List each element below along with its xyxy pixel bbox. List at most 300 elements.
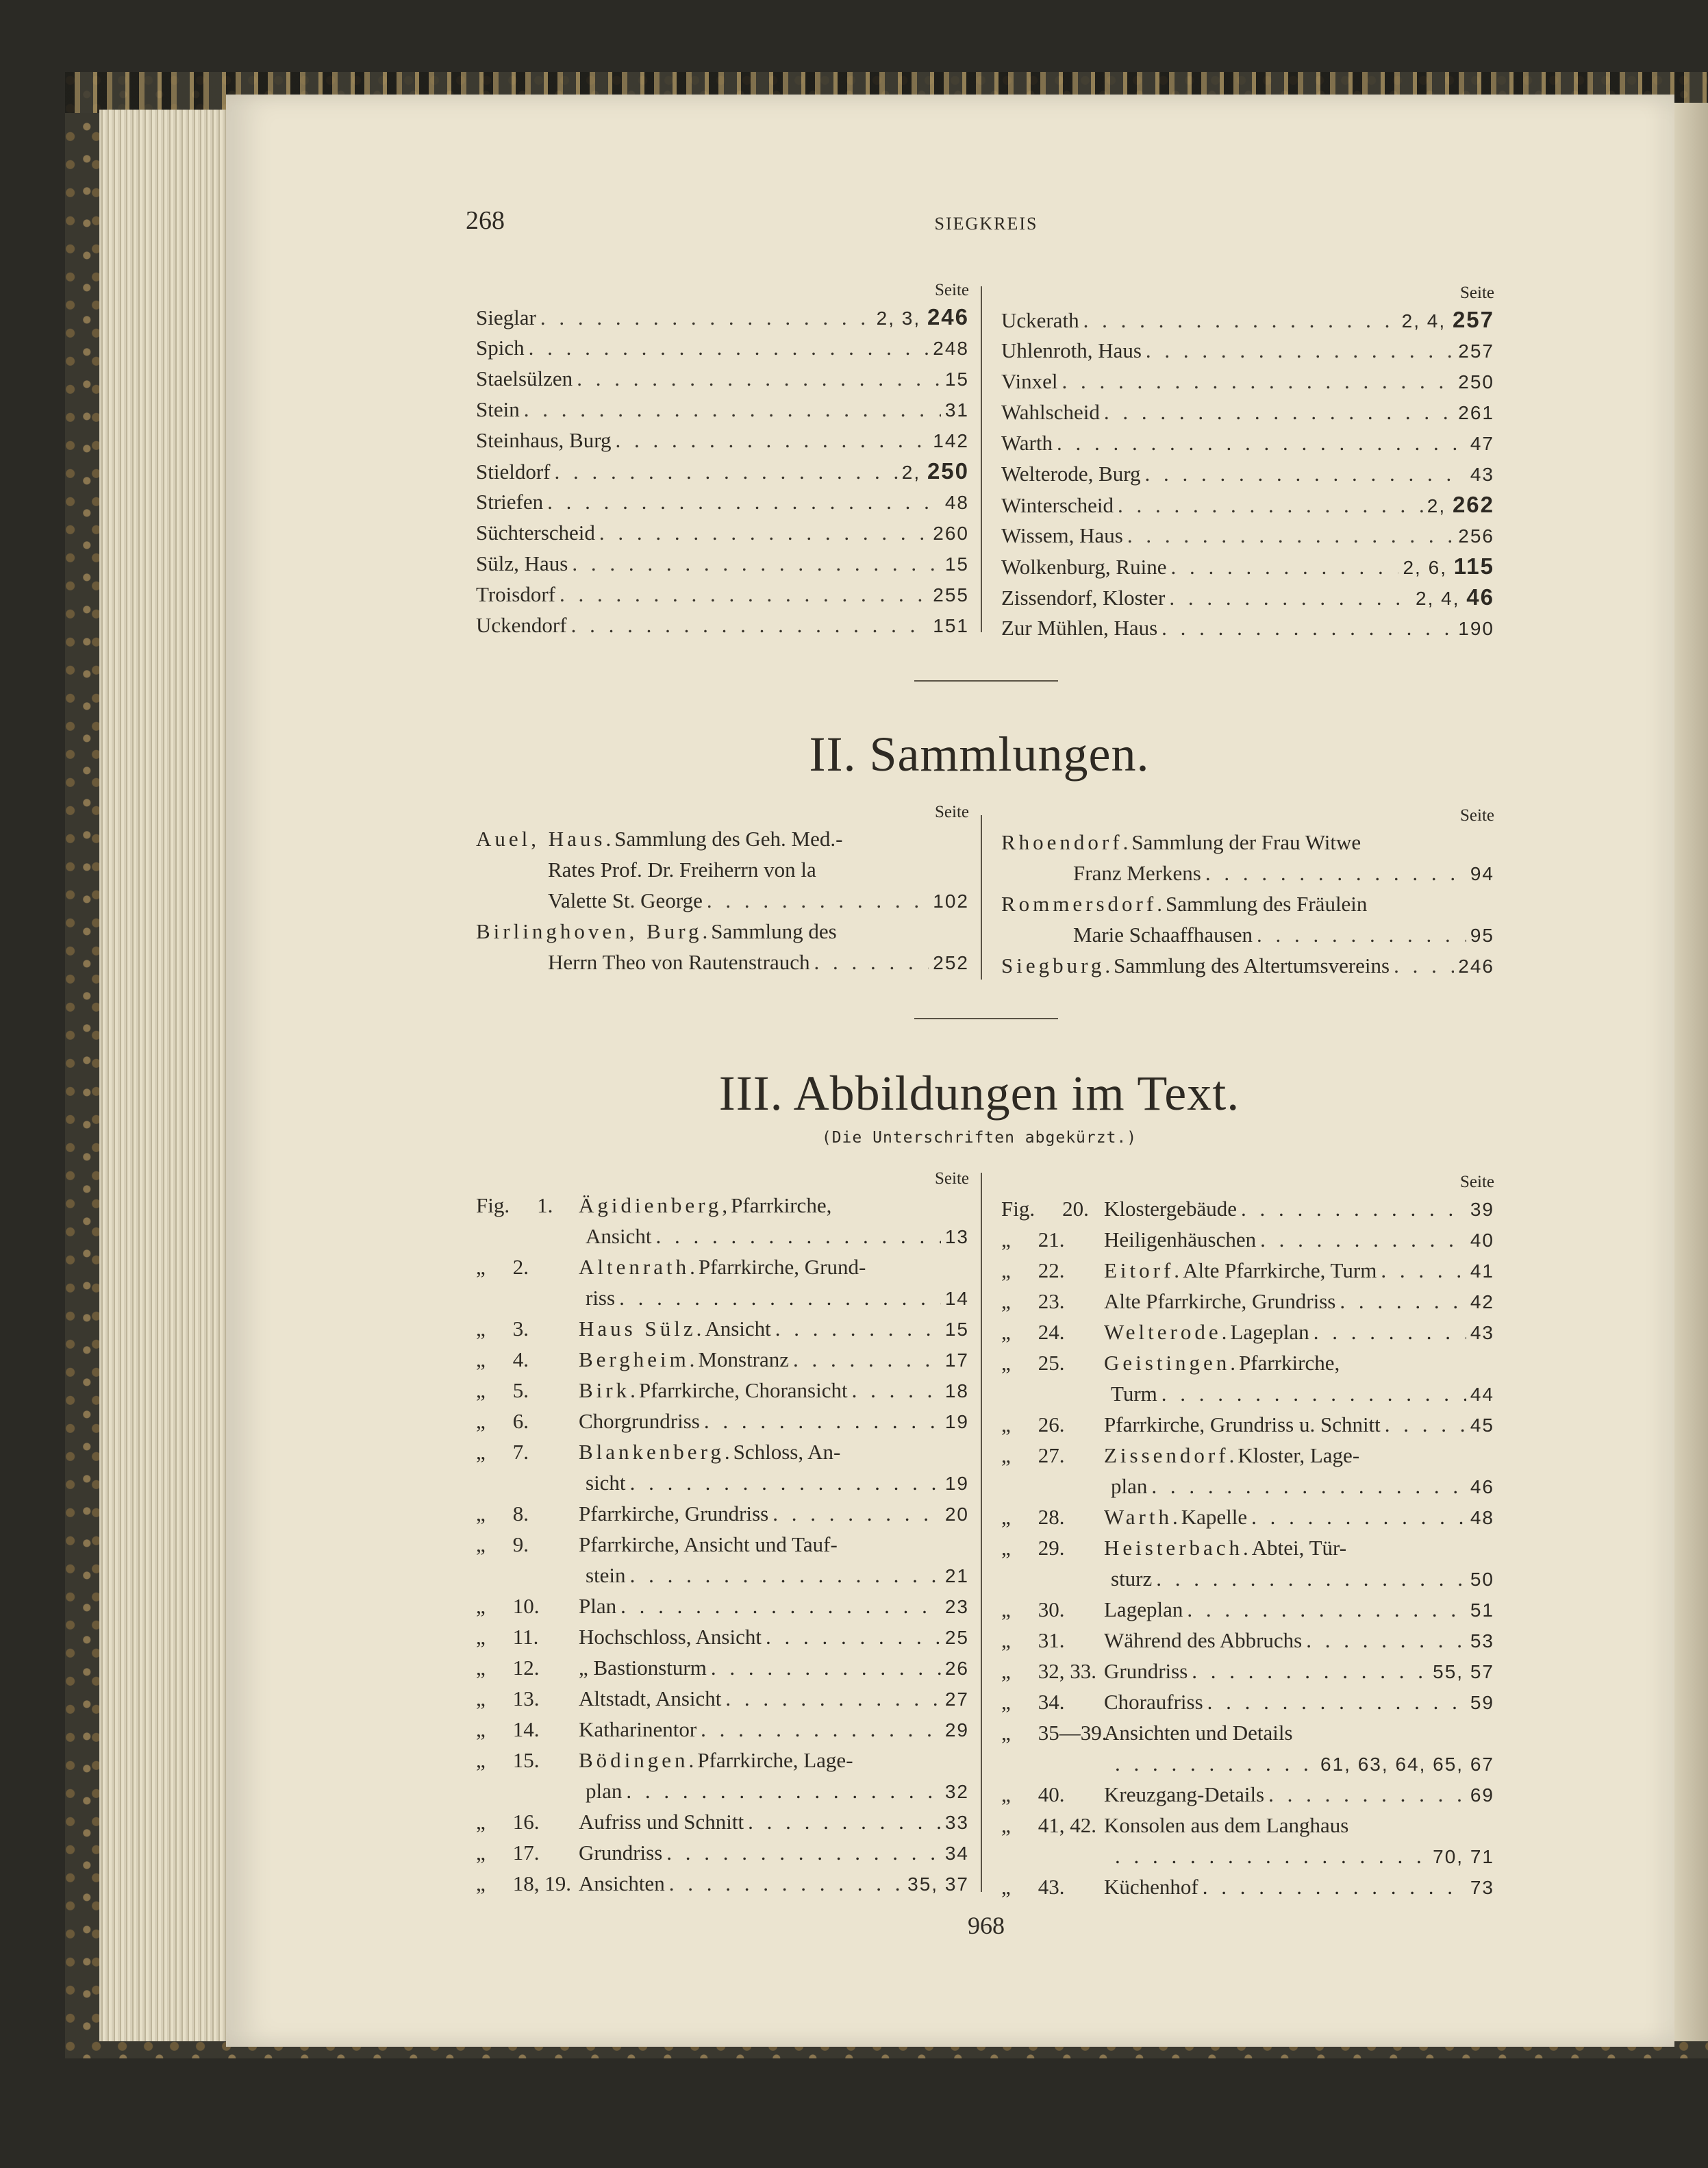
figure-abbr: Fig. [1001,1197,1035,1221]
page-ref: 39 [1470,1199,1494,1220]
page-list: 2, 3, [876,308,927,329]
figure-place: Warth. [1104,1505,1181,1529]
section-heading-sammlungen: II. Sammlungen. [809,727,1150,782]
index-entry [1001,335,1494,366]
page-list: 2, [901,462,927,483]
figure-caption: Chorgrundriss [579,1409,700,1433]
page-refs [1458,613,1494,644]
column-divider [981,1173,982,1892]
figure-prefix [476,1745,579,1775]
main-page-ref: 46 [1466,584,1494,610]
collection-text: Sammlung des Altertumsvereins [1114,954,1390,977]
leader-dots [1241,1193,1466,1224]
page-list: 190 [1458,618,1494,639]
leader-dots [1151,1471,1466,1502]
figure-entry [476,1313,969,1344]
place-name: Sülz, Haus [476,551,568,575]
page-ref: 50 [1470,1569,1494,1590]
place-name: Wolkenburg, Ruine [1001,555,1167,579]
figure-abbr: „ [1001,1536,1011,1560]
figure-number: 1. [537,1193,553,1217]
leader-dots [766,1621,941,1652]
index-entry [1001,397,1494,427]
leader-dots [1251,1502,1466,1532]
figure-caption: Grundriss [579,1841,663,1865]
figure-caption: sturz [1111,1567,1153,1591]
seite-label: Seite [1460,284,1494,302]
leader-dots [572,548,941,579]
leader-dots [616,425,929,456]
index-entry [476,301,969,332]
figure-entry [1001,1193,1494,1224]
leader-dots [748,1806,941,1837]
figure-caption: Katharinentor [579,1717,697,1741]
figure-prefix [476,1344,579,1375]
leader-dots [1161,1378,1466,1409]
leader-dots [1187,1594,1466,1625]
page-list: 248 [933,338,969,359]
figure-prefix [1001,1656,1104,1686]
page-ref: 73 [1470,1877,1494,1898]
leader-dots [1118,490,1423,521]
section-subtitle: (Die Unterschriften abgekürzt.) [821,1129,1138,1147]
figure-prefix [476,1436,579,1467]
page-ref: 53 [1470,1630,1494,1652]
place-name: Stein [476,397,520,421]
figure-number: 4. [512,1347,529,1371]
figure-abbr: „ [476,1810,486,1834]
figure-caption: sicht [586,1471,626,1495]
figure-number: 23. [1038,1289,1065,1313]
page-ref: 42 [1470,1291,1494,1312]
index-entry [1001,489,1494,520]
figure-caption: Pfarrkirche, Grund- [698,1255,866,1279]
figure-place: Bergheim. [579,1347,699,1371]
figure-prefix [1001,1409,1104,1440]
main-page-ref: 115 [1453,553,1494,579]
section-rule [914,1018,1058,1019]
place-name: Uckendorf [476,613,567,637]
figure-prefix [476,1190,579,1221]
figure-entry [1001,1255,1494,1286]
page-ref: 29 [944,1719,969,1741]
leader-dots [630,1467,941,1498]
figure-caption: Pfarrkirche, Grundriss [579,1502,769,1525]
collection-place: Rhoendorf. [1001,830,1132,854]
figure-number: 7. [512,1440,529,1464]
collection-place: Rommersdorf. [1001,892,1166,916]
figure-entry-continuation [476,1282,969,1313]
figure-place: Geistingen. [1104,1351,1240,1375]
figure-caption: riss [586,1286,616,1310]
figure-prefix [1001,1224,1104,1255]
figure-abbr: „ [1001,1721,1011,1745]
figure-entry-continuation [1001,1378,1494,1409]
figure-abbr: „ [476,1717,486,1741]
figure-caption: Alte Pfarrkirche, Grundriss [1104,1289,1336,1313]
place-name: Striefen [476,490,544,514]
leader-dots [626,1775,940,1806]
leader-dots [711,1652,941,1683]
figure-entry-continuation [476,1560,969,1591]
leader-dots [1203,1871,1466,1902]
place-name: Spich [476,336,525,360]
figure-entry [1001,1440,1494,1471]
figure-entry [476,1652,969,1683]
figure-place: Ägidienberg, [579,1193,731,1217]
figure-prefix [1001,1810,1104,1841]
place-name: Welterode, Burg [1001,462,1141,486]
figure-prefix [476,1683,579,1714]
page-ref: 94 [1470,863,1494,884]
figure-number: 9. [512,1532,529,1556]
figure-prefix [1001,1502,1104,1532]
index-entry [1001,366,1494,397]
figure-prefix [1001,1286,1104,1317]
collection-text: Sammlung des [711,919,837,943]
figure-prefix [476,1806,579,1837]
leader-dots [620,1591,941,1621]
figure-place: Blankenberg. [579,1440,733,1464]
index-entry [1001,520,1494,551]
page-ref: 69 [1470,1784,1494,1806]
figure-prefix [1001,1193,1104,1224]
figure-entry-continuation [1001,1841,1494,1871]
figure-entry-continuation [1001,1748,1494,1779]
figure-entry [1001,1286,1494,1317]
figure-entry-continuation [1001,1471,1494,1502]
page-ref: 19 [944,1473,969,1494]
figure-abbr: „ [1001,1813,1011,1837]
page-list: 2, 6, [1403,557,1454,578]
leader-dots [630,1560,941,1591]
page-ref: 21 [944,1565,969,1586]
figure-abbr: „ [476,1502,486,1525]
figure-prefix [476,1868,579,1899]
leader-dots [1192,1656,1429,1686]
page-list: 2, 4, [1416,588,1467,609]
index-entry [1001,551,1494,582]
figure-abbr: „ [1001,1690,1011,1714]
page-ref: 23 [944,1596,969,1617]
figure-abbr: „ [476,1748,486,1772]
figure-entry [1001,1347,1494,1378]
figure-number: 10. [512,1594,540,1618]
leader-dots [1205,858,1466,888]
seite-label: Seite [935,803,969,821]
figure-abbr: „ [1001,1320,1011,1344]
page-ref: 45 [1470,1415,1494,1436]
place-name: Süchterscheid [476,521,595,545]
figure-entry [1001,1594,1494,1625]
page-list: 250 [1458,371,1494,393]
page-ref: 55, 57 [1433,1661,1494,1682]
figure-number: 24. [1038,1320,1065,1344]
collection-place: Auel, Haus. [476,827,615,851]
page-list: 256 [1458,525,1494,547]
figure-number: 21. [1038,1228,1065,1251]
figure-prefix [1001,1532,1104,1563]
figure-abbr: „ [476,1440,486,1464]
column-divider [981,286,982,632]
page-ref: 44 [1470,1384,1494,1405]
leader-dots [555,456,898,487]
figure-caption: Heiligenhäuschen [1104,1228,1257,1251]
collection-entry [1001,827,1494,858]
figures-right-column [1001,1171,1494,1902]
figure-caption: Kapelle [1181,1505,1248,1529]
figure-caption: Lageplan [1104,1597,1183,1621]
page-refs [933,518,969,549]
figure-entry [476,1529,969,1560]
figure-prefix [476,1313,579,1344]
seite-label: Seite [1460,806,1494,825]
leader-dots [1156,1563,1466,1594]
figure-entry-continuation [1001,1563,1494,1594]
leader-dots [775,1313,941,1344]
leader-dots [599,517,929,548]
collection-place: Birlinghoven, Burg. [476,919,712,943]
index-entry [476,394,969,425]
main-page-ref: 246 [927,304,969,329]
index-entry [1001,304,1494,335]
figure-entry [476,1498,969,1529]
figure-number: 17. [512,1841,540,1865]
leader-dots [1260,1224,1466,1255]
collections-right-column [1001,805,1494,981]
figure-abbr: Fig. [476,1193,510,1217]
page-ref: 35, 37 [907,1873,969,1895]
figure-abbr: „ [476,1686,486,1710]
figure-abbr: „ [476,1841,486,1865]
collection-text: Sammlung des Fräulein [1165,892,1368,916]
page-ref: 48 [1470,1507,1494,1528]
figure-abbr: „ [476,1347,486,1371]
leader-dots [1385,1409,1466,1440]
place-name: Sieglar [476,306,536,329]
figure-prefix [476,1652,579,1683]
figure-abbr: „ [1001,1597,1011,1621]
collection-entry-continuation [476,947,969,977]
page-ref: 40 [1470,1230,1494,1251]
page-ref: 18 [944,1380,969,1401]
page-ref: 27 [944,1689,969,1710]
index-entry [1001,427,1494,458]
leader-dots [560,579,929,610]
page-refs [1402,304,1494,336]
figure-place: Welterode. [1104,1320,1231,1344]
figure-caption: stein [586,1563,626,1587]
figure-caption: Pfarrkirche, Lage- [697,1748,853,1772]
place-name: Steinhaus, Burg [476,428,612,452]
page-list: 2, [1427,495,1453,516]
leader-dots [793,1344,941,1375]
page-ref: 51 [1470,1599,1494,1621]
page-list: 47 [1470,433,1494,454]
page-list: 48 [944,492,969,513]
leader-dots [655,1221,940,1251]
page-ref: 19 [944,1411,969,1432]
page-ref: 59 [1470,1692,1494,1713]
figure-place: Eitorf. [1104,1258,1183,1282]
leader-dots [669,1868,903,1899]
leader-dots [1104,397,1454,427]
figure-abbr: „ [476,1594,486,1618]
leader-dots [547,486,941,517]
index-entry [476,425,969,456]
leader-dots [571,610,929,640]
figure-caption: Kreuzgang-Details [1104,1782,1265,1806]
figure-entry [1001,1871,1494,1902]
index-entry [476,486,969,517]
figure-number: 8. [512,1502,529,1525]
figure-caption: Pfarrkirche, [731,1193,832,1217]
figure-entry [476,1806,969,1837]
index-entry [1001,582,1494,612]
leader-dots [577,363,941,394]
collection-entry [1001,888,1494,919]
index-entry [476,579,969,610]
leader-dots [814,947,929,977]
page-refs [933,333,969,364]
figure-entry [1001,1779,1494,1810]
figure-place: Altenrath. [579,1255,699,1279]
page-ref: 26 [944,1658,969,1679]
figure-entry [1001,1502,1494,1532]
figure-number: 3. [512,1317,529,1341]
figure-caption: plan [586,1779,623,1803]
figure-entry [476,1344,969,1375]
leader-dots [1146,335,1454,366]
main-page-ref: 257 [1452,307,1494,332]
figure-number: 11. [512,1625,539,1649]
figure-entry [1001,1317,1494,1347]
figure-entry [476,1591,969,1621]
page-list: 43 [1470,464,1494,485]
places-right-column [1001,282,1494,643]
page-refs [945,487,969,518]
figure-abbr: „ [1001,1412,1011,1436]
figure-caption: Ansicht [586,1224,652,1248]
figure-number: 43. [1038,1875,1065,1899]
figure-caption: Alte Pfarrkirche, Turm [1183,1258,1377,1282]
figure-number: 16. [512,1810,540,1834]
figure-prefix [476,1375,579,1406]
figure-caption: plan [1111,1474,1148,1498]
page-refs [933,610,969,641]
figure-place: Heisterbach. [1104,1536,1252,1560]
leader-dots [1115,1841,1429,1871]
figure-entry [476,1868,969,1899]
page-ref: 15 [944,1319,969,1340]
page-ref: 95 [1470,925,1494,946]
place-name: Uhlenroth, Haus [1001,338,1142,362]
leader-dots [1170,551,1398,582]
figure-prefix [476,1406,579,1436]
figure-prefix [476,1621,579,1652]
figure-prefix [1001,1871,1104,1902]
leader-dots [701,1714,941,1745]
figure-number: 35—39. [1038,1721,1107,1745]
figure-number: 28. [1038,1505,1065,1529]
figure-number: 31. [1038,1628,1065,1652]
figure-caption: Schloss, An- [733,1440,841,1464]
page-list: 255 [933,584,969,606]
leader-dots [1057,427,1466,458]
figure-caption: Während des Abbruchs [1104,1628,1303,1652]
page-refs [945,395,969,425]
figure-entry [1001,1686,1494,1717]
page-ref: 70, 71 [1433,1846,1494,1867]
leader-dots [707,885,929,916]
leader-dots [1169,582,1411,613]
figure-number: 41, 42. [1038,1813,1097,1837]
page-ref: 17 [944,1349,969,1371]
figure-prefix [1001,1717,1107,1748]
index-entry [476,610,969,640]
figure-caption: Lageplan [1230,1320,1309,1344]
figure-prefix [1001,1686,1104,1717]
figure-abbr: „ [476,1532,486,1556]
figure-entry [476,1745,969,1775]
figure-number: 34. [1038,1690,1065,1714]
figure-abbr: „ [1001,1659,1011,1683]
column-divider [981,815,982,980]
collection-text: Valette St. George [548,888,703,912]
collection-entry-continuation [476,854,969,885]
page-list: 142 [933,430,969,451]
figure-caption: Konsolen aus dem Langhaus [1104,1813,1349,1837]
leader-dots [619,1282,941,1313]
index-entry [476,332,969,363]
page-refs [945,549,969,580]
figure-number: 25. [1038,1351,1065,1375]
page-ref: 14 [944,1288,969,1309]
page-list: 261 [1458,402,1494,423]
figure-caption: Grundriss [1104,1659,1188,1683]
place-name: Warth [1001,431,1053,455]
figure-entry [1001,1810,1494,1841]
figure-caption: Hochschloss, Ansicht [579,1625,762,1649]
figure-entry [1001,1409,1494,1440]
figure-abbr: „ [476,1255,486,1279]
page-list: 2, 4, [1401,310,1453,332]
page-refs [1458,521,1494,551]
page-refs [1427,489,1494,521]
figure-prefix [1001,1440,1104,1471]
figure-entry [1001,1656,1494,1686]
page-list: 31 [944,399,969,421]
figure-entry [476,1375,969,1406]
figure-abbr: „ [476,1871,486,1895]
figure-number: 5. [512,1378,529,1402]
page-refs [1403,551,1494,583]
page-refs [1470,428,1494,459]
place-name: Stieldorf [476,460,551,484]
leader-dots [1314,1317,1466,1347]
collection-text: Sammlung der Frau Witwe [1131,830,1361,854]
figure-caption: Pfarrkirche, Ansicht und Tauf- [579,1532,838,1556]
figure-number: 13. [512,1686,540,1710]
figure-abbr: „ [476,1409,486,1433]
leader-dots [852,1375,941,1406]
leader-dots [1161,612,1454,643]
page-ref: 34 [944,1843,969,1864]
page-refs [1458,397,1494,428]
figure-entry [476,1406,969,1436]
figure-prefix [476,1591,579,1621]
running-title: SIEGKREIS [934,214,1038,234]
